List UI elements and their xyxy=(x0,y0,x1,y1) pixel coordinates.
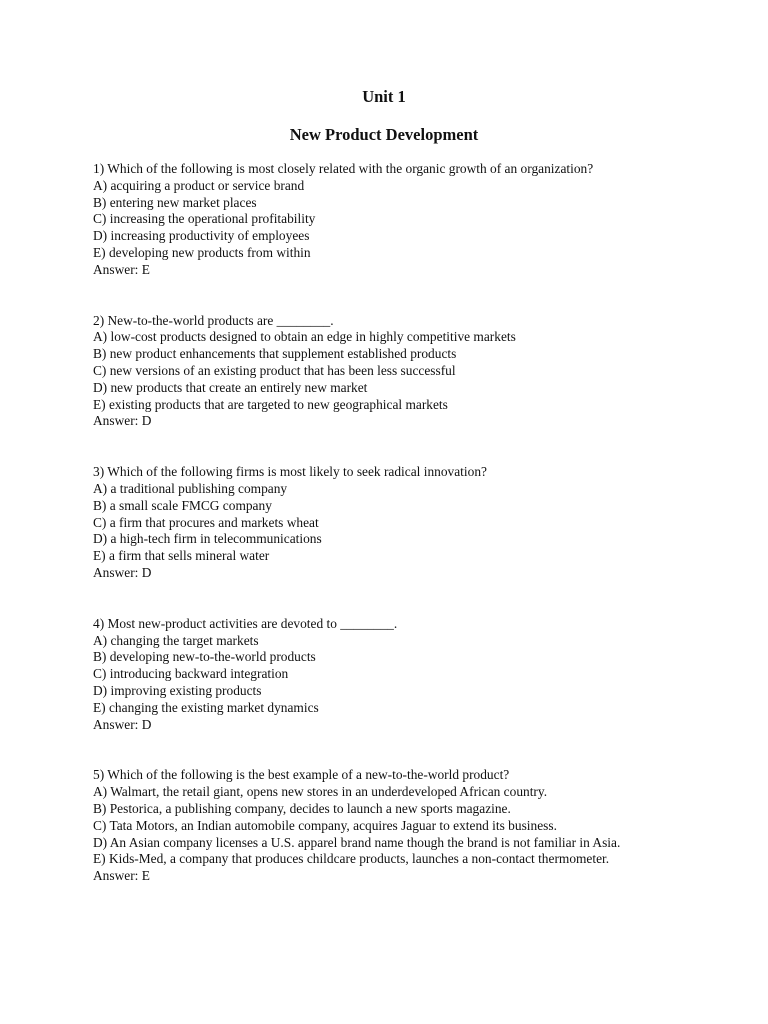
option-e: E) existing products that are targeted to new geographical markets xyxy=(93,396,448,412)
option-a: A) changing the target markets xyxy=(93,632,259,648)
question-4 xyxy=(93,616,675,734)
option-b: B) new product enhancements that supplement established products xyxy=(93,346,457,362)
option-b: B) Pestorica, a publishing company, decides to launch a new sports magazine. xyxy=(93,800,511,816)
option-c: C) increasing the operational profitability xyxy=(93,211,316,227)
option-b: B) developing new-to-the-world products xyxy=(93,649,316,665)
option-c: C) a firm that procures and markets wheat xyxy=(93,514,319,530)
answer-line: Answer: E xyxy=(93,868,150,884)
answer-line: Answer: D xyxy=(93,716,152,732)
option-a: A) acquiring a product or service brand xyxy=(93,177,305,193)
option-a: A) Walmart, the retail giant, opens new stores in an underdeveloped African country. xyxy=(93,784,548,800)
question-stem: 1) Which of the following is most closely related with the organic growth of an organization? xyxy=(93,161,594,176)
option-c: C) Tata Motors, an Indian automobile company, acquires Jaguar to extend its business. xyxy=(93,817,557,833)
option-e: E) Kids-Med, a company that produces childcare products, launches a non-contact thermometer. xyxy=(93,851,610,867)
question-2 xyxy=(93,313,675,431)
option-a: A) a traditional publishing company xyxy=(93,480,288,496)
answer-line: Answer: E xyxy=(93,261,150,277)
option-b: B) entering new market places xyxy=(93,194,257,210)
option-c: C) introducing backward integration xyxy=(93,666,289,682)
option-e: E) developing new products from within xyxy=(93,244,311,260)
option-e: E) changing the existing market dynamics xyxy=(93,699,319,715)
question-3 xyxy=(93,464,675,582)
question-list xyxy=(93,161,675,919)
question-1 xyxy=(93,161,675,279)
unit-heading: Unit 1 xyxy=(362,87,406,106)
answer-line: Answer: D xyxy=(93,413,152,429)
question-stem: 4) Most new-product activities are devoted to ________. xyxy=(93,615,398,631)
option-e: E) a firm that sells mineral water xyxy=(93,548,270,564)
document-title: New Product Development xyxy=(289,125,479,144)
option-c: C) new versions of an existing product that has been less successful xyxy=(93,362,456,378)
option-d: D) improving existing products xyxy=(93,682,262,698)
option-d: D) increasing productivity of employees xyxy=(93,228,310,244)
option-d: D) new products that create an entirely new market xyxy=(93,379,368,395)
option-b: B) a small scale FMCG company xyxy=(93,497,272,513)
question-5 xyxy=(93,767,675,885)
question-stem: 2) New-to-the-world products are ________. xyxy=(93,312,334,328)
option-d: D) An Asian company licenses a U.S. apparel brand name though the brand is not familiar in Asia. xyxy=(93,834,621,850)
option-d: D) a high-tech firm in telecommunications xyxy=(93,531,322,547)
question-stem: 3) Which of the following firms is most likely to seek radical innovation? xyxy=(93,464,487,480)
question-stem: 5) Which of the following is the best example of a new-to-the-world product? xyxy=(93,767,510,783)
answer-line: Answer: D xyxy=(93,564,152,580)
option-a: A) low-cost products designed to obtain an edge in highly competitive markets xyxy=(93,329,516,345)
